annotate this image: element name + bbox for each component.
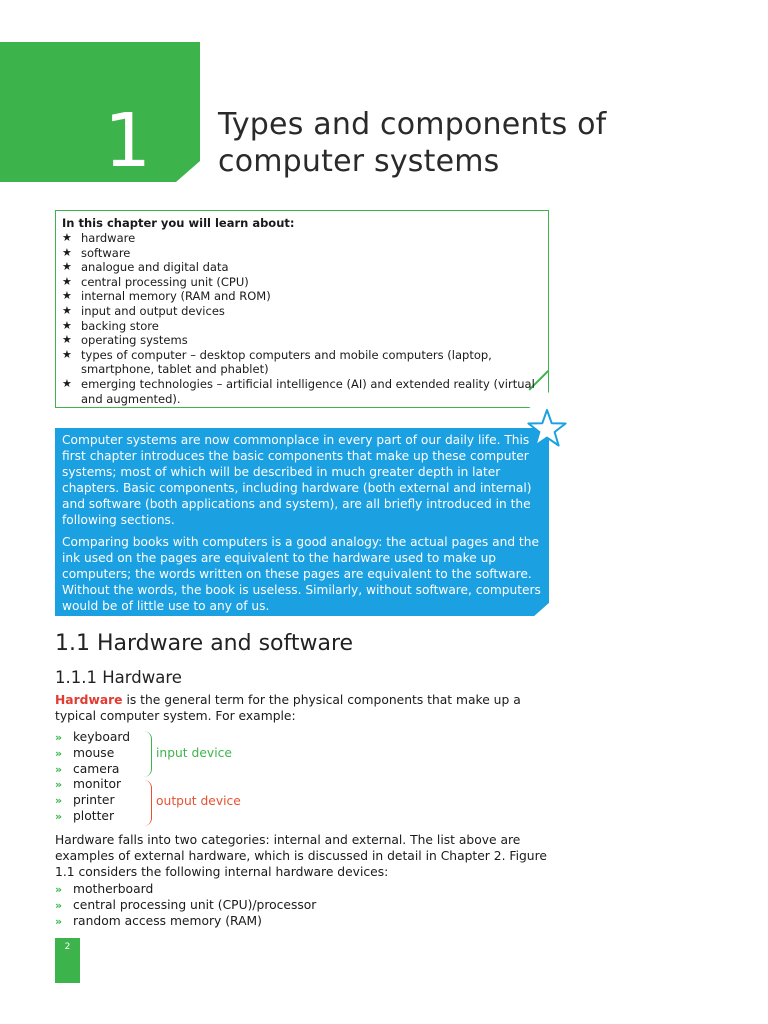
intro-text [62, 432, 546, 620]
star-icon: ★ [62, 274, 72, 288]
list-item: » mouse [55, 745, 115, 760]
hardware-paragraph [55, 692, 555, 724]
input-device-label: input device [156, 746, 232, 760]
double-chevron-icon: » [55, 794, 63, 808]
learning-objectives-list [62, 231, 542, 406]
star-icon: ★ [62, 347, 72, 361]
page-number: 2 [64, 942, 71, 952]
double-chevron-icon: » [55, 883, 63, 896]
double-chevron-icon: » [55, 762, 63, 776]
list-item: » keyboard [55, 730, 131, 744]
intro-paragraph: Comparing books with computers is a good analogy: the actual pages and the ink used on the pages are equivalent to the hardware used to make up computers; the words written on these pages are equivalent to the software. Without the words, the book is useless. Similarly, without software, computers would be of little use to any of us. [62, 535, 541, 613]
output-device-label: output device [156, 794, 241, 808]
key-term: Hardware [55, 693, 123, 707]
list-item: ★ types of computer – desktop computers and mobile computers (laptop, smartphone, tablet and phablet) [62, 347, 492, 377]
double-chevron-icon: » [55, 731, 63, 744]
list-item: » random access memory (RAM) [55, 913, 262, 928]
chapter-title: Types and components of computer systems [218, 107, 607, 179]
double-chevron-icon: » [55, 914, 63, 928]
chapter-number: 1 [104, 98, 152, 184]
internal-devices-list [55, 882, 455, 929]
list-item: ★ internal memory (RAM and ROM) [62, 289, 271, 304]
section-heading: 1.1 Hardware and software [55, 631, 354, 656]
list-item: ★ analogue and digital data [62, 260, 229, 275]
list-item: » motherboard [55, 882, 154, 896]
star-icon: ★ [62, 376, 72, 390]
chapter-tab [0, 42, 200, 182]
categories-paragraph: Hardware falls into two categories: internal and external. The list above are examples of external hardware, which is discussed in detail in Chapter 2. Figure 1.1 considers the following internal hardware devices: [55, 833, 547, 879]
list-item: ★ emerging technologies – artificial intelligence (AI) and extended reality (virtual and augmented). [62, 376, 535, 406]
learning-objectives-heading: In this chapter you will learn about: [62, 216, 295, 230]
list-item: ★ hardware [62, 231, 136, 245]
list-item: ★ operating systems [62, 333, 188, 348]
list-item: » monitor [55, 777, 122, 792]
star-icon: ★ [62, 303, 72, 317]
star-outline-icon [527, 408, 567, 448]
star-icon: ★ [62, 289, 72, 303]
double-chevron-icon: » [55, 809, 63, 823]
star-icon: ★ [62, 333, 72, 347]
double-chevron-icon: » [55, 898, 63, 912]
list-item: » central processing unit (CPU)/processor [55, 897, 317, 912]
star-icon: ★ [62, 231, 72, 244]
input-device-brace [142, 731, 152, 777]
list-item: » printer [55, 793, 115, 808]
list-item: ★ software [62, 245, 131, 260]
hardware-definition: is the general term for the physical components that make up a typical computer system. For example: [55, 693, 521, 723]
star-icon: ★ [62, 260, 72, 274]
output-device-brace [142, 780, 152, 826]
list-item: » plotter [55, 808, 115, 823]
double-chevron-icon: » [55, 746, 63, 760]
subsection-heading: 1.1.1 Hardware [55, 668, 182, 687]
list-item: » camera [55, 761, 120, 776]
star-icon: ★ [62, 245, 72, 259]
device-list [55, 730, 175, 825]
star-icon: ★ [62, 318, 72, 332]
list-item: ★ central processing unit (CPU) [62, 274, 249, 289]
list-item: ★ backing store [62, 318, 159, 333]
list-item: ★ input and output devices [62, 303, 225, 318]
intro-paragraph: Computer systems are now commonplace in every part of our daily life. This first chapter introduces the basic components that make up these computer systems; most of which will be described in much greater depth in later chapters. Basic components, including hardware (both external and internal) and software (both applications and system), are all briefly introduced in the following sections. [62, 433, 532, 527]
double-chevron-icon: » [55, 778, 63, 792]
